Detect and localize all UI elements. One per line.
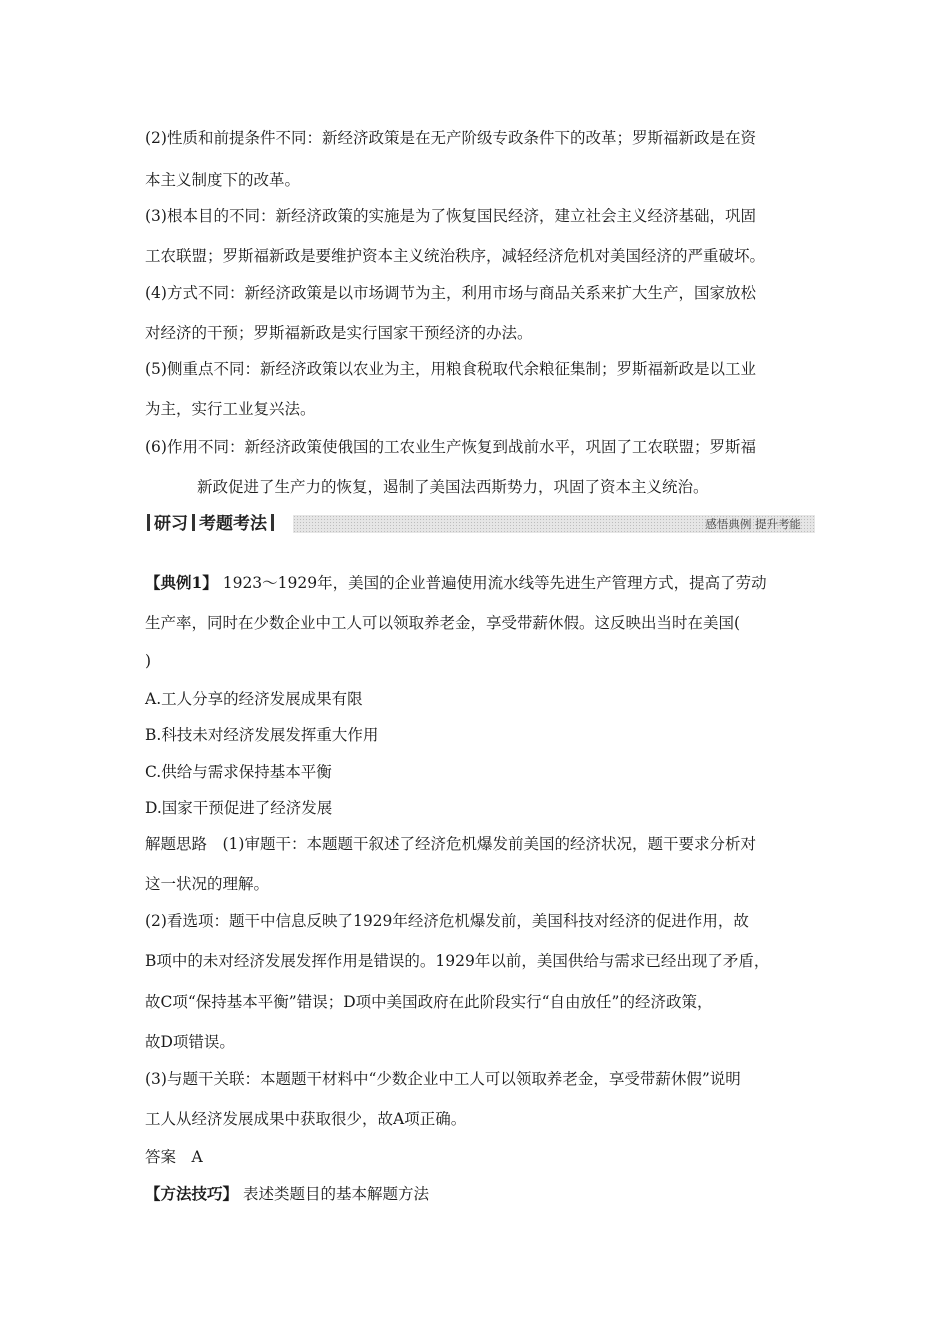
- option-d: D.国家干预促进了经济发展: [145, 799, 333, 817]
- method-line: [145, 1184, 429, 1204]
- text-line: (3)根本目的不同：新经济政策的实施是为了恢复国民经济，建立社会主义经济基础，巩固: [145, 207, 756, 225]
- solution-line: 解题思路 (1)审题干：本题题干叙述了经济危机爆发前美国的经济状况，题干要求分析对: [145, 835, 756, 853]
- banner-divider: [147, 514, 150, 531]
- option-b: B.科技未对经济发展发挥重大作用: [145, 726, 379, 744]
- section-banner: [143, 513, 815, 535]
- text-line: 对经济的干预；罗斯福新政是实行国家干预经济的办法。: [145, 324, 533, 342]
- solution-line: B项中的未对经济发展发挥作用是错误的。1929年以前，美国供给与需求已经出现了矛盾，: [145, 952, 770, 970]
- banner-title-part2: 考题考法: [199, 514, 267, 534]
- solution-line: (3)与题干关联：本题题干材料中“少数企业中工人可以领取养老金，享受带薪休假”说明: [145, 1070, 741, 1088]
- solution-line: (2)看选项：题干中信息反映了1929年经济危机爆发前，美国科技对经济的促进作用，故: [145, 912, 749, 930]
- text-line: (2)性质和前提条件不同：新经济政策是在无产阶级专政条件下的改革；罗斯福新政是在资: [145, 129, 756, 147]
- solution-line: 工人从经济发展成果中获取很少，故A项正确。: [145, 1110, 467, 1128]
- question-text: 1923～1929年，美国的企业普遍使用流水线等先进生产管理方式，提高了劳动: [217, 574, 767, 592]
- banner-divider: [192, 514, 195, 531]
- banner-tagline: 感悟典例 提升考能: [705, 517, 801, 531]
- option-c: C.供给与需求保持基本平衡: [145, 763, 332, 781]
- answer-line: 答案 A: [145, 1148, 203, 1166]
- text-line: (6)作用不同：新经济政策使俄国的工农业生产恢复到战前水平，巩固了工农联盟；罗斯福: [145, 438, 756, 456]
- text-line: 本主义制度下的改革。: [145, 171, 301, 189]
- question-line: 生产率，同时在少数企业中工人可以领取养老金，享受带薪休假。这反映出当时在美国(: [145, 614, 741, 632]
- banner-divider: [271, 514, 274, 531]
- text-line: (4)方式不同：新经济政策是以市场调节为主，利用市场与商品关系来扩大生产，国家放松: [145, 284, 756, 302]
- solution-line: 故D项错误。: [145, 1033, 235, 1051]
- method-label: 【方法技巧】: [145, 1184, 239, 1203]
- question-line: [145, 573, 767, 593]
- banner-title: [143, 513, 278, 535]
- option-a: A.工人分享的经济发展成果有限: [145, 690, 363, 708]
- method-text: 表述类题目的基本解题方法: [238, 1185, 429, 1203]
- text-line: 新政促进了生产力的恢复，遏制了美国法西斯势力，巩固了资本主义统治。: [197, 478, 709, 496]
- banner-title-part1: 研习: [154, 514, 188, 534]
- solution-line: 这一状况的理解。: [145, 875, 270, 893]
- example-label: 【典例1】: [145, 573, 218, 592]
- question-line: ): [145, 652, 152, 670]
- text-line: 工农联盟；罗斯福新政是要维护资本主义统治秩序，减轻经济危机对美国经济的严重破坏。: [145, 247, 766, 265]
- text-line: (5)侧重点不同：新经济政策以农业为主，用粮食税取代余粮征集制；罗斯福新政是以工业: [145, 360, 756, 378]
- text-line: 为主，实行工业复兴法。: [145, 400, 316, 418]
- solution-line: 故C项“保持基本平衡”错误；D项中美国政府在此阶段实行“自由放任”的经济政策，: [145, 993, 713, 1011]
